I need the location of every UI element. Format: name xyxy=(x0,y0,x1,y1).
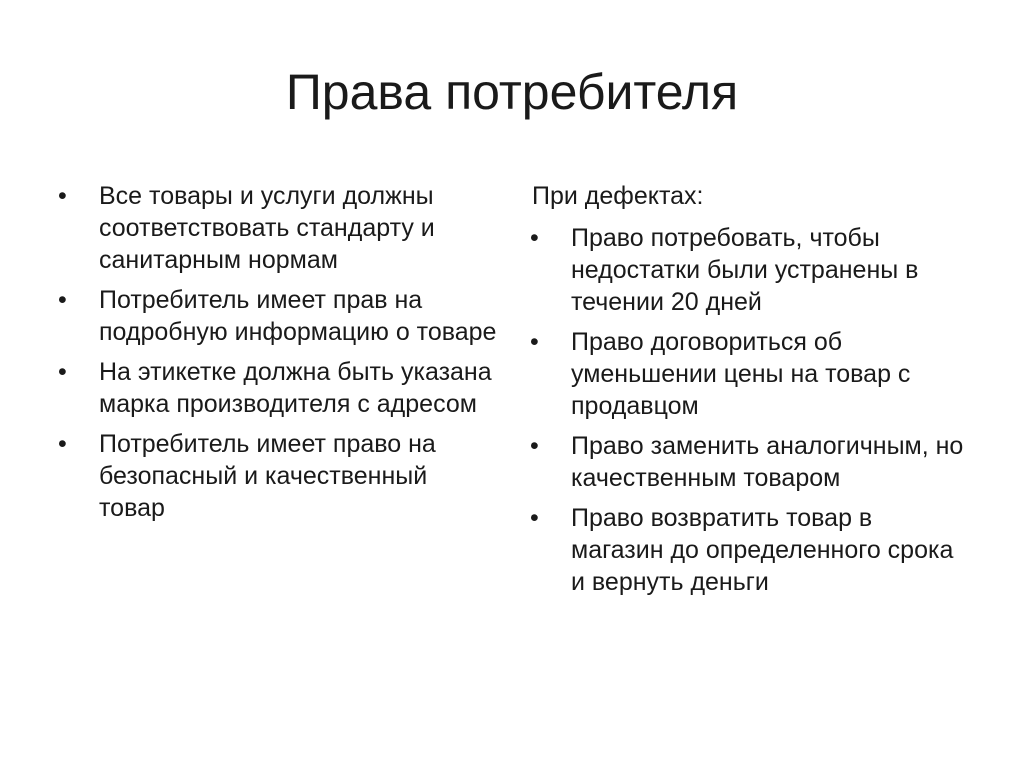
slide-title: Права потребителя xyxy=(285,64,739,120)
list-item xyxy=(530,326,970,422)
bullet-icon: • xyxy=(530,328,539,356)
bullet-icon: • xyxy=(58,182,67,210)
list-item xyxy=(58,180,498,276)
bullet-icon: • xyxy=(530,224,539,252)
list-item xyxy=(58,428,498,524)
list-item-text: Все товары и услуги должны соответствовать стандарту и санитарным нормам xyxy=(99,182,435,274)
list-item-text: Потребитель имеет право на безопасный и качественный товар xyxy=(99,430,436,522)
bullet-icon: • xyxy=(58,358,67,386)
bullet-icon: • xyxy=(530,504,539,532)
bullet-icon: • xyxy=(530,432,539,460)
list-item xyxy=(530,430,970,494)
right-column xyxy=(530,180,970,606)
list-item xyxy=(530,502,970,598)
list-item-text: Право потребовать, чтобы недостатки были устранены в течении 20 дней xyxy=(571,224,919,316)
list-item-text: Право договориться об уменьшении цены на товар с продавцом xyxy=(571,328,911,420)
list-item xyxy=(58,356,498,420)
right-column-heading: При дефектах: xyxy=(532,182,704,210)
bullet-icon: • xyxy=(58,286,67,314)
left-bullet-list xyxy=(58,180,498,524)
list-item-text: На этикетке должна быть указана марка производителя с адресом xyxy=(99,358,492,418)
list-item xyxy=(530,222,970,318)
list-item xyxy=(58,284,498,348)
bullet-icon: • xyxy=(58,430,67,458)
list-item-text: Право заменить аналогичным, но качественным товаром xyxy=(571,432,964,492)
list-item-text: Право возвратить товар в магазин до определенного срока и вернуть деньги xyxy=(571,504,954,596)
left-column xyxy=(58,180,498,532)
list-item-text: Потребитель имеет прав на подробную информацию о товаре xyxy=(99,286,497,346)
right-bullet-list xyxy=(530,222,970,598)
